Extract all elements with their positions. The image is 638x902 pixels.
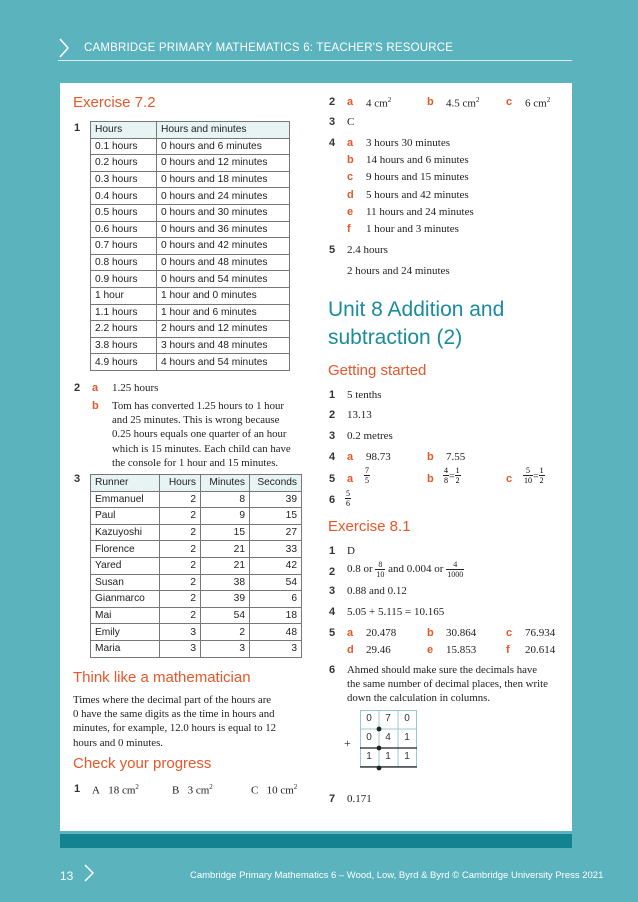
table-cell: Emily <box>91 624 160 641</box>
ex81-q7-answer: 0.171 <box>347 793 372 805</box>
table-cell: 0.2 hours <box>91 155 157 172</box>
cp2-number: 2 <box>329 96 336 108</box>
grid-cell: 0 <box>366 713 372 724</box>
q2b-label: b <box>92 400 99 412</box>
cp4b-label: b <box>347 154 354 166</box>
footer-credit: Cambridge Primary Mathematics 6 – Wood, Low, Byrd & Byrd © Cambridge University Press 2021 <box>190 870 604 881</box>
table-cell: 2 <box>201 624 250 641</box>
table-cell: 0 hours and 18 minutes <box>157 171 290 188</box>
table-cell: 0 hours and 42 minutes <box>157 238 290 255</box>
gs5a-label: a <box>347 473 354 485</box>
table-row <box>91 304 290 321</box>
cp2a-answer: 4 $cm^2$ <box>366 96 392 110</box>
cp2b-answer: 4.5 $cm^2$ <box>446 96 480 110</box>
cp1-option-b: B 3 $cm^2$ <box>172 783 213 797</box>
table-cell: 33 <box>250 541 302 558</box>
table-cell: 2 <box>160 591 201 608</box>
gs4a-answer: 98.73 <box>366 451 391 463</box>
hours-conversion-table <box>90 121 290 371</box>
table-cell: 2 <box>160 524 201 541</box>
title-line: Unit 8 Addition and <box>328 298 505 321</box>
table-row <box>91 238 290 255</box>
table-cell: 3 hours and 48 minutes <box>157 337 290 354</box>
ex81-q5a-answer: 20.478 <box>366 627 397 639</box>
ex81-q5d-label: d <box>347 644 354 656</box>
table-cell: 0 hours and 24 minutes <box>157 188 290 205</box>
text-line: Times where the decimal part of the hours are <box>73 694 272 706</box>
table-cell: Susan <box>91 574 160 591</box>
q1-number: 1 <box>74 122 81 134</box>
text-line: the same number of decimal places, then write <box>347 678 548 691</box>
table-row <box>91 541 302 558</box>
cp1-option-a: A 18 $cm^2$ <box>92 783 139 797</box>
table-cell: 2 hours and 12 minutes <box>157 321 290 338</box>
table-row <box>91 271 290 288</box>
table-cell: 2 <box>160 508 201 525</box>
text-line: which is 15 minutes. Each child can have <box>112 442 291 455</box>
ex81-q5b-answer: 30.864 <box>446 627 477 639</box>
ex81-q5f-answer: 20.614 <box>525 644 556 656</box>
table-cell: Mai <box>91 607 160 624</box>
ex81-q5a-label: a <box>347 627 354 639</box>
table-cell: 4 hours and 54 minutes <box>157 354 290 371</box>
table-cell: 9 <box>201 508 250 525</box>
cp4c-answer: 9 hours and 15 minutes <box>366 171 469 183</box>
table-header-cell: Seconds <box>250 475 302 492</box>
gs4b-label: b <box>427 451 434 463</box>
table-cell: 8 <box>201 491 250 508</box>
table-cell: 54 <box>201 607 250 624</box>
table-cell: 3 <box>160 640 201 657</box>
table-cell: 0 hours and 12 minutes <box>157 155 290 172</box>
cp4d-label: d <box>347 189 354 201</box>
exercise-7-2-heading: Exercise 7.2 <box>73 94 156 111</box>
table-row <box>91 155 290 172</box>
table-header-cell: Minutes <box>201 475 250 492</box>
gs6-number: 6 <box>329 494 336 506</box>
table-cell: 18 <box>250 607 302 624</box>
header-rule <box>58 60 572 61</box>
cp4b-answer: 14 hours and 6 minutes <box>366 154 469 166</box>
text-line: down the calculation in columns. <box>347 692 491 705</box>
table-row <box>91 321 290 338</box>
gs2-answer: 13.13 <box>347 409 372 421</box>
title-line: subtraction (2) <box>328 326 463 349</box>
cp4c-label: c <box>347 171 354 183</box>
gs5-number: 5 <box>329 473 336 485</box>
table-row <box>91 640 302 657</box>
table-cell: Maria <box>91 640 160 657</box>
marathon-runners-table <box>90 474 302 658</box>
table-row <box>91 287 290 304</box>
table-cell: 0 hours and 30 minutes <box>157 204 290 221</box>
table-cell: 0.7 hours <box>91 238 157 255</box>
table-cell: Paul <box>91 508 160 525</box>
table-row <box>91 221 290 238</box>
gs4a-label: a <box>347 451 354 463</box>
table-row <box>91 171 290 188</box>
table-row <box>91 337 290 354</box>
cp4-number: 4 <box>329 137 336 149</box>
gs5b-fractions: $\frac{4}{8}$ = $\frac{1}{2}$ <box>444 466 460 485</box>
plus-sign: + <box>344 736 351 750</box>
ex81-q2-answer: 0.8 or $\frac{8}{10}$ and 0.004 or $\frac{4}{1000}$ <box>347 560 464 579</box>
grid-cell: 1 <box>404 751 410 762</box>
cp1-number: 1 <box>74 783 81 795</box>
ex81-q5b-label: b <box>427 627 434 639</box>
gs5c-label: c <box>506 473 513 485</box>
table-cell: Kazuyoshi <box>91 524 160 541</box>
ex81-q5e-answer: 15.853 <box>446 644 477 656</box>
table-cell: 3.8 hours <box>91 337 157 354</box>
text-line: 0.25 hours equals one quarter of an hour <box>112 428 287 441</box>
cp2a-label: a <box>347 96 354 108</box>
grid-cell: 0 <box>366 732 372 743</box>
table-cell: 2 <box>160 491 201 508</box>
table-row <box>91 491 302 508</box>
table-cell: 0 hours and 6 minutes <box>157 138 290 155</box>
table-cell: Emmanuel <box>91 491 160 508</box>
table-cell: 0.8 hours <box>91 254 157 271</box>
table-cell: 15 <box>201 524 250 541</box>
table-cell: 0.1 hours <box>91 138 157 155</box>
table-cell: 0 hours and 36 minutes <box>157 221 290 238</box>
q2-number: 2 <box>74 382 81 394</box>
gs4-number: 4 <box>329 451 336 463</box>
table-cell: 42 <box>250 557 302 574</box>
table-cell: 0.3 hours <box>91 171 157 188</box>
grid-cell: 7 <box>385 713 391 724</box>
table-cell: 54 <box>250 574 302 591</box>
table-cell: 3 <box>201 640 250 657</box>
table-header-cell: Hours and minutes <box>157 122 290 139</box>
table-row <box>91 254 290 271</box>
q2a-answer: 1.25 hours <box>112 382 159 394</box>
ex81-q1-answer: D <box>347 545 355 557</box>
table-row <box>91 354 290 371</box>
cp5-answer-hours: 2.4 hours <box>347 244 388 256</box>
table-row <box>91 607 302 624</box>
ex81-q5c-label: c <box>506 627 513 639</box>
grid-cell: 1 <box>404 732 410 743</box>
table-row <box>91 524 302 541</box>
ex81-q5-number: 5 <box>329 627 336 639</box>
cp3-number: 3 <box>329 116 336 128</box>
chevron-right-icon <box>84 864 94 882</box>
table-cell: 0.4 hours <box>91 188 157 205</box>
table-cell: 21 <box>201 557 250 574</box>
cp4d-answer: 5 hours and 42 minutes <box>366 189 469 201</box>
table-cell: 4.9 hours <box>91 354 157 371</box>
cp4e-answer: 11 hours and 24 minutes <box>366 206 474 218</box>
page-number: 13 <box>60 869 74 883</box>
table-header-cell: Hours <box>91 122 157 139</box>
grid-cell: 4 <box>385 732 391 743</box>
table-row <box>91 557 302 574</box>
grid-cell: 0 <box>404 713 410 724</box>
ex81-q5c-answer: 76.934 <box>525 627 556 639</box>
cp1-option-c: C 10 $cm^2$ <box>251 783 298 797</box>
cp4e-label: e <box>347 206 354 218</box>
q2b-answer <box>112 399 312 470</box>
gs2-number: 2 <box>329 409 336 421</box>
cp4a-label: a <box>347 137 354 149</box>
table-row <box>91 591 302 608</box>
ex81-q1-number: 1 <box>329 545 336 557</box>
table-cell: 3 <box>160 624 201 641</box>
table-cell: 1 hour <box>91 287 157 304</box>
ex81-q7-number: 7 <box>329 793 336 805</box>
table-cell: 1.1 hours <box>91 304 157 321</box>
table-cell: 27 <box>250 524 302 541</box>
q2a-label: a <box>92 382 99 394</box>
grid-cell: 1 <box>385 751 391 762</box>
table-cell: Florence <box>91 541 160 558</box>
table-cell: 3 <box>250 640 302 657</box>
text-line: Tom has converted 1.25 hours to 1 hour <box>112 400 284 412</box>
table-cell: 2 <box>160 574 201 591</box>
table-cell: Yared <box>91 557 160 574</box>
text-line: minutes, for example, 12.0 hours is equal to 12 <box>73 722 277 735</box>
table-row <box>91 574 302 591</box>
cp4a-answer: 3 hours 30 minutes <box>366 137 451 149</box>
table-cell: 1 hour and 0 minutes <box>157 287 290 304</box>
table-cell: 1 hour and 6 minutes <box>157 304 290 321</box>
think-paragraph <box>73 693 313 750</box>
cp2c-label: c <box>506 96 513 108</box>
table-cell: 2 <box>160 557 201 574</box>
cp2c-answer: 6 $cm^2$ <box>525 96 551 110</box>
ex81-q3-answer: 0.88 and 0.12 <box>347 585 407 597</box>
ex81-q6-answer <box>347 663 562 706</box>
table-cell: 0.5 hours <box>91 204 157 221</box>
check-your-progress-heading: Check your progress <box>73 755 212 772</box>
unit-8-title <box>328 296 504 352</box>
gs5b-label: b <box>427 473 434 485</box>
table-cell: Gianmarco <box>91 591 160 608</box>
table-cell: 2 <box>160 541 201 558</box>
table-cell: 21 <box>201 541 250 558</box>
ex81-q6-number: 6 <box>329 664 336 676</box>
table-row <box>91 624 302 641</box>
gs3-number: 3 <box>329 430 336 442</box>
ex81-q5d-answer: 29.46 <box>366 644 391 656</box>
cp2b-label: b <box>427 96 434 108</box>
table-cell: 39 <box>250 491 302 508</box>
table-row <box>91 508 302 525</box>
text-line: Ahmed should make sure the decimals have <box>347 664 538 676</box>
table-row <box>91 204 290 221</box>
table-cell: 2.2 hours <box>91 321 157 338</box>
table-cell: 0.6 hours <box>91 221 157 238</box>
q3-number: 3 <box>74 473 81 485</box>
text-line: the console for 1 hour and 15 minutes. <box>112 456 279 469</box>
table-cell: 38 <box>201 574 250 591</box>
gs5a-fraction: $\frac{7}{5}$ <box>365 466 369 485</box>
exercise-8-1-heading: Exercise 8.1 <box>328 518 411 535</box>
getting-started-heading: Getting started <box>328 362 427 379</box>
ex81-q5f-label: f <box>506 644 510 656</box>
cp5-answer-hours-minutes: 2 hours and 24 minutes <box>347 265 450 277</box>
table-row <box>91 138 290 155</box>
cp4f-answer: 1 hour and 3 minutes <box>366 223 459 235</box>
gs1-answer: 5 tenths <box>347 389 382 401</box>
table-cell: 0.9 hours <box>91 271 157 288</box>
cp3-answer: C <box>347 116 355 128</box>
cp5-number: 5 <box>329 244 336 256</box>
gs1-number: 1 <box>329 389 336 401</box>
cp4f-label: f <box>347 223 351 235</box>
table-header-cell: Hours <box>160 475 201 492</box>
table-cell: 39 <box>201 591 250 608</box>
text-line: hours and 0 minutes. <box>73 736 163 749</box>
ex81-q5e-label: e <box>427 644 434 656</box>
think-like-mathematician-heading: Think like a mathematician <box>73 669 251 686</box>
table-cell: 2 <box>160 607 201 624</box>
text-line: 0 have the same digits as the time in hours and <box>73 708 275 721</box>
table-cell: 0 hours and 54 minutes <box>157 271 290 288</box>
ex81-q3-number: 3 <box>329 585 336 597</box>
table-cell: 48 <box>250 624 302 641</box>
gs4b-answer: 7.55 <box>446 451 466 463</box>
table-row <box>91 188 290 205</box>
chevron-right-icon <box>58 38 70 58</box>
ex81-q2-number: 2 <box>329 566 336 578</box>
grid-cell: 1 <box>366 751 372 762</box>
table-cell: 0 hours and 48 minutes <box>157 254 290 271</box>
table-header-cell: Runner <box>91 475 160 492</box>
ex81-q4-answer: 5.05 + 5.115 = 10.165 <box>347 606 445 618</box>
gs5c-fractions: $\frac{5}{10}$ = $\frac{1}{2}$ <box>524 466 544 485</box>
table-cell: 6 <box>250 591 302 608</box>
gs6-fraction: $\frac{5}{6}$ <box>346 489 350 508</box>
ex81-q4-number: 4 <box>329 606 336 618</box>
footer-bar <box>60 834 572 848</box>
header-title: CAMBRIDGE PRIMARY MATHEMATICS 6: TEACHER'S RESOURCE <box>84 42 454 54</box>
table-cell: 15 <box>250 508 302 525</box>
gs3-answer: 0.2 metres <box>347 430 393 442</box>
text-line: and 25 minutes. This is wrong because <box>112 414 280 427</box>
